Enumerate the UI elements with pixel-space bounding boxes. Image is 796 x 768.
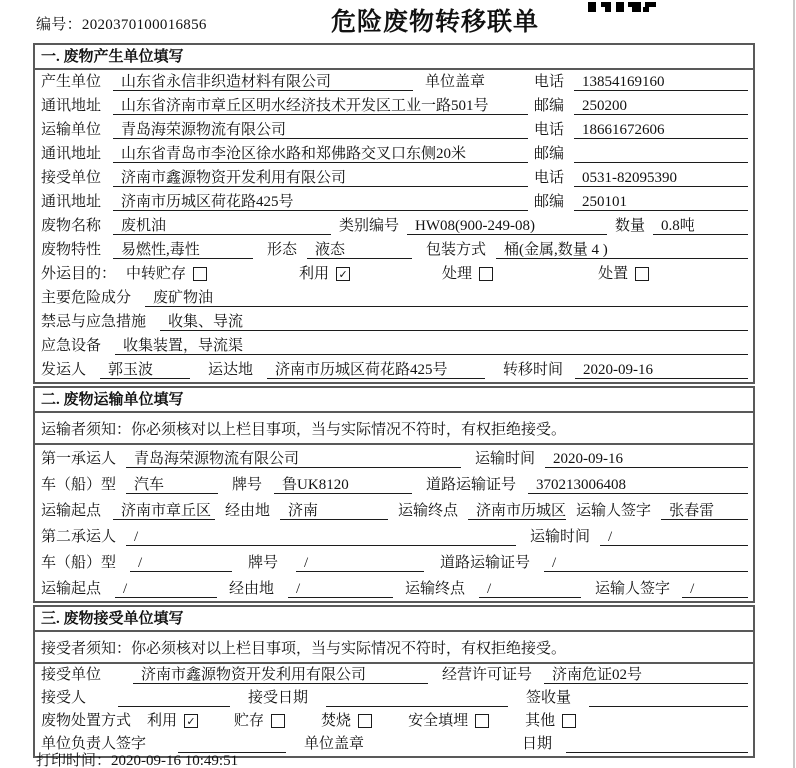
transport-end-2-value: / xyxy=(479,580,581,598)
producer-unit-label: 产生单位 xyxy=(41,74,102,90)
phone-label: 电话 xyxy=(534,74,565,90)
purpose-use-checkbox: ✓ xyxy=(336,267,350,281)
acceptor-value xyxy=(118,689,230,707)
disposal-other-label: 其他 xyxy=(525,713,556,729)
vehicle-type-label: 车（船）型 xyxy=(41,477,117,493)
via-2-value: / xyxy=(288,580,393,598)
disposal-incineration-checkbox xyxy=(358,714,372,728)
section-receiver-title: 三. 废物接受单位填写 xyxy=(35,607,753,632)
transporter-signature-label: 运输人签字 xyxy=(595,581,671,597)
producer-phone-value: 13854169160 xyxy=(574,73,748,91)
row-vehicle-2 xyxy=(35,549,753,575)
vehicle-type-2-value: / xyxy=(130,554,232,572)
waste-name-value: 废机油 xyxy=(113,217,331,235)
accept-date-value xyxy=(326,689,508,707)
disposal-use-label: 利用 xyxy=(147,713,178,729)
print-time xyxy=(36,749,238,768)
producer-unit-value: 山东省永信非织造材料有限公司 xyxy=(113,73,413,91)
road-permit-value: 370213006408 xyxy=(528,476,748,494)
received-quantity-value xyxy=(589,689,748,707)
transporter-signature-2-value: / xyxy=(682,580,748,598)
quantity-value: 0.8吨 xyxy=(653,217,748,235)
transport-date-label: 运输时间 xyxy=(475,451,536,467)
transport-unit-label: 运输单位 xyxy=(41,122,102,138)
row-producer-address xyxy=(35,94,753,118)
row-route-2 xyxy=(35,575,753,601)
address-label: 通讯地址 xyxy=(41,194,102,210)
physical-form-label: 形态 xyxy=(267,242,298,258)
manifest-number xyxy=(36,13,207,34)
transport-phone-value: 18661672606 xyxy=(574,121,748,139)
purpose-dispose-checkbox xyxy=(635,267,649,281)
emergency-equipment-label: 应急设备 xyxy=(41,338,102,354)
page-title: 危险废物转移联单 xyxy=(331,9,540,36)
row-route-1 xyxy=(35,497,753,523)
business-license-label: 经营许可证号 xyxy=(442,667,533,683)
section-receiver xyxy=(33,605,755,758)
purpose-option-treat-label: 处理 xyxy=(442,266,473,282)
via-label: 经由地 xyxy=(229,581,275,597)
transfer-purpose-label: 外运目的： xyxy=(41,266,117,282)
transport-origin-label: 运输起点 xyxy=(41,503,102,519)
print-time-label: 打印时间： xyxy=(36,753,112,768)
row-receiver-unit xyxy=(35,166,753,190)
receiver-notice: 接受者须知：你必须核对以上栏目事项，当与实际情况不符时，有权拒绝接受。 xyxy=(35,632,753,664)
postal-code-label: 邮编 xyxy=(534,194,565,210)
disposal-landfill-checkbox xyxy=(475,714,489,728)
plate-number-label: 牌号 xyxy=(248,555,279,571)
emergency-measures-label: 禁忌与应急措施 xyxy=(41,314,147,330)
second-carrier-label: 第二承运人 xyxy=(41,529,117,545)
disposal-storage-label: 贮存 xyxy=(234,713,265,729)
row-emergency-measures xyxy=(35,310,753,334)
date-value xyxy=(566,735,748,753)
disposal-other-checkbox xyxy=(562,714,576,728)
section-transporter xyxy=(33,386,755,603)
receiving-unit-label: 接受单位 xyxy=(41,667,102,683)
postal-code-label: 邮编 xyxy=(534,146,565,162)
plate-number-value: 鲁UK8120 xyxy=(274,476,412,494)
page-right-edge-line xyxy=(793,0,795,768)
producer-postal-value: 250200 xyxy=(574,97,748,115)
second-carrier-value: / xyxy=(126,528,516,546)
disposal-storage-checkbox xyxy=(271,714,285,728)
disposal-use-checkbox: ✓ xyxy=(184,714,198,728)
transport-end-label: 运输终点 xyxy=(398,503,459,519)
receiver-address-value: 济南市历城区荷花路425号 xyxy=(113,193,528,211)
receiver-postal-value: 250101 xyxy=(574,193,748,211)
transport-date-label: 运输时间 xyxy=(529,529,590,545)
receiver-phone-value: 0531-82095390 xyxy=(574,169,748,187)
transport-end-label: 运输终点 xyxy=(405,581,466,597)
row-vehicle-1 xyxy=(35,471,753,497)
row-waste-name xyxy=(35,214,753,238)
main-hazard-label: 主要危险成分 xyxy=(41,290,132,306)
row-waste-characteristics xyxy=(35,238,753,262)
row-main-hazard xyxy=(35,286,753,310)
purpose-option-dispose-label: 处置 xyxy=(598,266,629,282)
plate-number-2-value: / xyxy=(296,554,424,572)
purpose-option-use-label: 利用 xyxy=(299,266,330,282)
purpose-option-storage-label: 中转贮存 xyxy=(126,266,187,282)
emergency-equipment-value: 收集装置，导流渠 xyxy=(115,337,748,355)
first-carrier-label: 第一承运人 xyxy=(41,451,117,467)
row-producer-unit xyxy=(35,70,753,94)
manifest-number-value: 2020370100016856 xyxy=(81,17,207,33)
row-second-carrier xyxy=(35,523,753,549)
postal-code-label: 邮编 xyxy=(534,98,565,114)
row-receiving-unit xyxy=(35,664,753,687)
disposal-method-label: 废物处置方式 xyxy=(41,713,132,729)
purpose-storage-checkbox xyxy=(193,267,207,281)
waste-name-label: 废物名称 xyxy=(41,218,102,234)
unit-seal-label: 单位盖章 xyxy=(304,736,365,752)
section-transporter-title: 二. 废物运输单位填写 xyxy=(35,388,753,413)
disposal-incineration-label: 焚烧 xyxy=(321,713,352,729)
packing-method-label: 包装方式 xyxy=(426,242,487,258)
category-code-value: HW08(900-249-08) xyxy=(407,217,607,235)
vehicle-type-label: 车（船）型 xyxy=(41,555,117,571)
physical-form-value: 液态 xyxy=(307,241,412,259)
road-permit-label: 道路运输证号 xyxy=(426,477,517,493)
category-code-label: 类别编号 xyxy=(339,218,400,234)
address-label: 通讯地址 xyxy=(41,98,102,114)
via-label: 经由地 xyxy=(225,503,271,519)
qr-code-icon xyxy=(588,0,656,17)
row-transfer-purpose xyxy=(35,262,753,286)
first-carrier-value: 青岛海荣源物流有限公司 xyxy=(126,450,461,468)
transport-origin-value: 济南市章丘区 xyxy=(113,502,215,520)
waste-characteristics-label: 废物特性 xyxy=(41,242,102,258)
shipper-label: 发运人 xyxy=(41,362,87,378)
quantity-label: 数量 xyxy=(615,218,646,234)
transport-date-value: 2020-09-16 xyxy=(545,450,748,468)
head-signature-label: 单位负责人签字 xyxy=(41,736,147,752)
transfer-date-value: 2020-09-16 xyxy=(575,361,748,379)
transport-origin-2-value: / xyxy=(115,580,217,598)
plate-number-label: 牌号 xyxy=(232,477,263,493)
address-label: 通讯地址 xyxy=(41,146,102,162)
via-value: 济南 xyxy=(280,502,388,520)
shipper-value: 郭玉波 xyxy=(100,361,190,379)
row-transport-unit xyxy=(35,118,753,142)
date-label: 日期 xyxy=(522,736,553,752)
vehicle-type-value: 汽车 xyxy=(126,476,218,494)
row-emergency-equipment xyxy=(35,334,753,358)
received-quantity-label: 签收量 xyxy=(526,690,572,706)
receiver-unit-label: 接受单位 xyxy=(41,170,102,186)
purpose-treat-checkbox xyxy=(479,267,493,281)
destination-value: 济南市历城区荷花路425号 xyxy=(267,361,485,379)
transport-postal-value xyxy=(574,145,748,163)
transport-unit-value: 青岛海荣源物流有限公司 xyxy=(113,121,528,139)
transport-end-value: 济南市历城区 xyxy=(468,502,566,520)
row-acceptor xyxy=(35,687,753,710)
phone-label: 电话 xyxy=(534,170,565,186)
accept-date-label: 接受日期 xyxy=(248,690,309,706)
print-time-value: 2020-09-16 10:49:51 xyxy=(111,753,239,768)
receiver-unit-value: 济南市鑫源物资开发利用有限公司 xyxy=(113,169,528,187)
disposal-landfill-label: 安全填埋 xyxy=(408,713,469,729)
manifest-form xyxy=(33,43,755,760)
second-transport-date-value: / xyxy=(600,528,748,546)
road-permit-2-value: / xyxy=(544,554,748,572)
section-producer xyxy=(33,43,755,384)
destination-label: 运达地 xyxy=(208,362,254,378)
transporter-signature-label: 运输人签字 xyxy=(576,503,652,519)
main-hazard-value: 废矿物油 xyxy=(145,289,748,307)
row-transport-address xyxy=(35,142,753,166)
phone-label: 电话 xyxy=(534,122,565,138)
road-permit-label: 道路运输证号 xyxy=(440,555,531,571)
transporter-signature-value: 张春雷 xyxy=(661,502,748,520)
business-license-value: 济南危证02号 xyxy=(544,666,748,684)
row-disposal-method xyxy=(35,710,753,733)
waste-characteristics-value: 易燃性,毒性 xyxy=(113,241,253,259)
row-first-carrier xyxy=(35,445,753,471)
transporter-notice: 运输者须知：你必须核对以上栏目事项，当与实际情况不符时，有权拒绝接受。 xyxy=(35,413,753,445)
receiving-unit-value: 济南市鑫源物资开发利用有限公司 xyxy=(133,666,428,684)
manifest-number-label: 编号： xyxy=(36,17,82,33)
acceptor-label: 接受人 xyxy=(41,690,87,706)
transfer-date-label: 转移时间 xyxy=(503,362,564,378)
emergency-measures-value: 收集、导流 xyxy=(160,313,748,331)
unit-seal-label: 单位盖章 xyxy=(425,74,486,90)
row-shipper xyxy=(35,358,753,382)
section-producer-title: 一. 废物产生单位填写 xyxy=(35,45,753,70)
transport-address-value: 山东省青岛市李沧区徐水路和郑佛路交叉口东侧20米 xyxy=(113,145,528,163)
packing-method-value: 桶(金属,数量 4 ) xyxy=(496,241,748,259)
row-receiver-address xyxy=(35,190,753,214)
producer-address-value: 山东省济南市章丘区明水经济技术开发区工业一路501号 xyxy=(113,97,528,115)
transport-origin-label: 运输起点 xyxy=(41,581,102,597)
